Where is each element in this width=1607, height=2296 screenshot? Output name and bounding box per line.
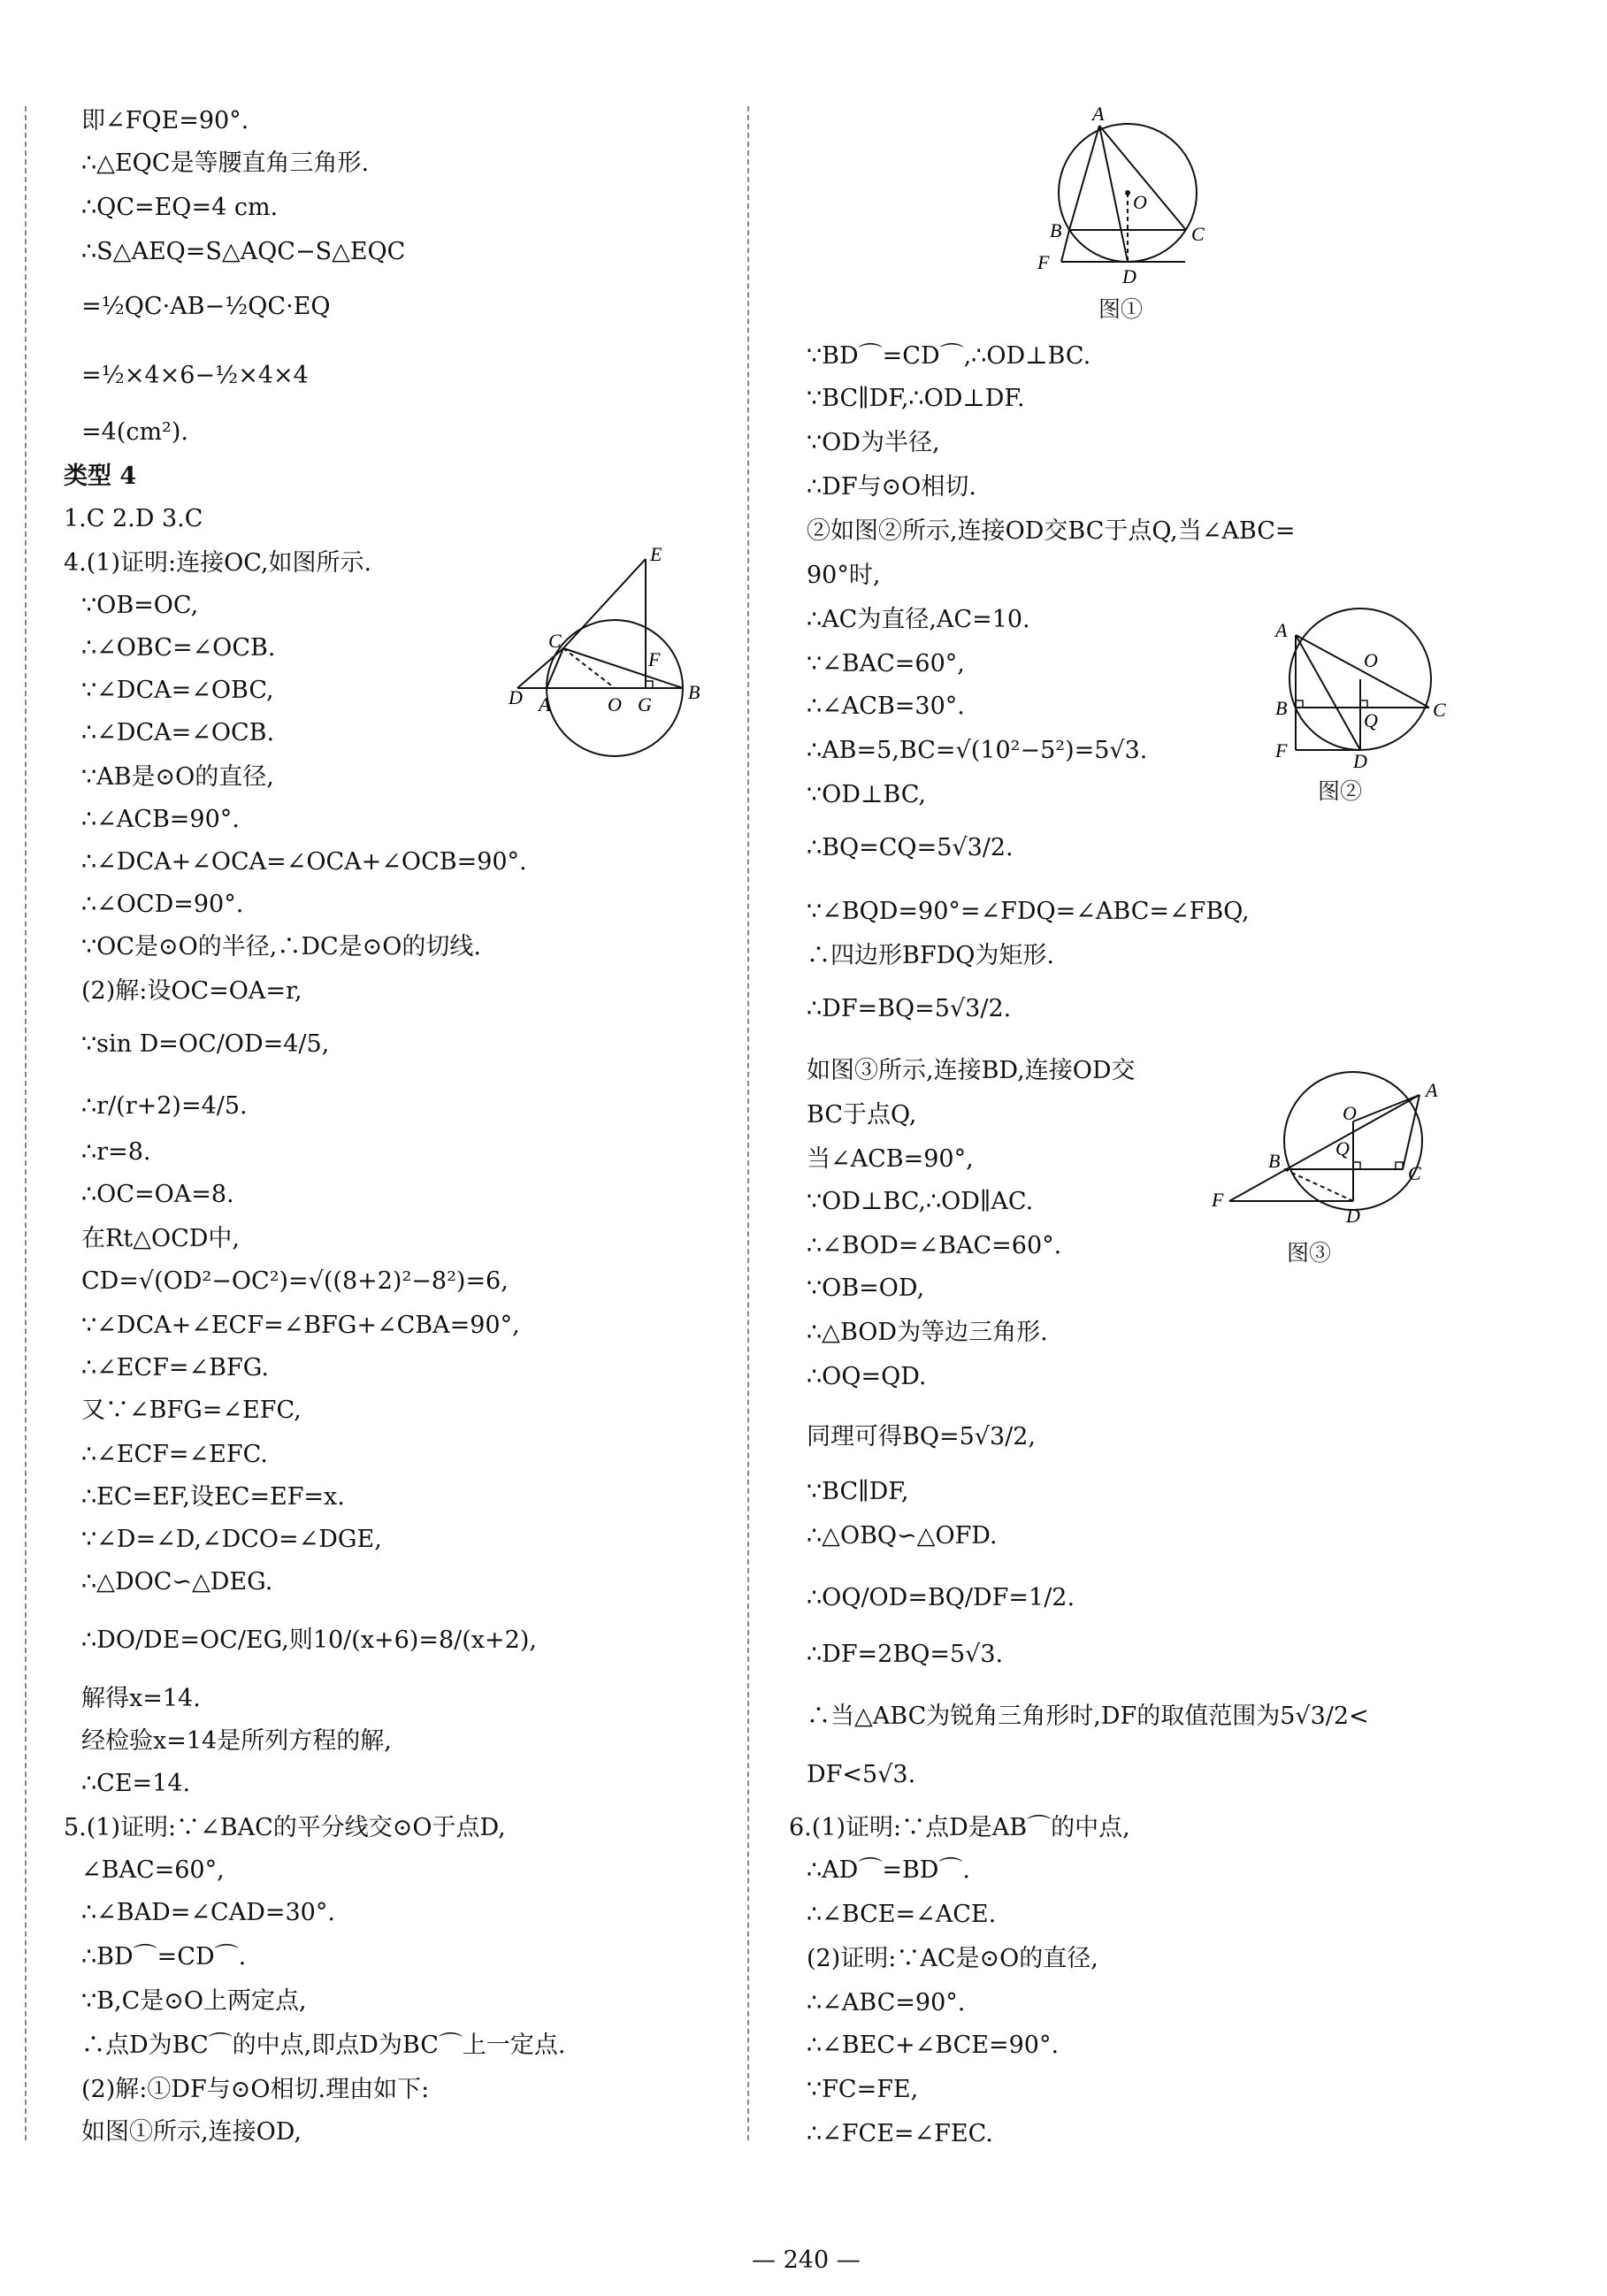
text-line: ∴△BOD为等边三角形. [807,1319,1048,1346]
label-C: C [548,630,562,652]
text-line: 如图③所示,连接BD,连接OD交 [807,1057,1136,1084]
label-B: B [688,681,700,703]
text-line: ∴DO/DE=OC/EG,则10/(x+6)=8/(x+2), [81,1626,537,1654]
caption-fig1: 图① [1098,296,1144,322]
text-line: ∵BD⌒=CD⌒,∴OD⊥BC. [807,342,1091,370]
label-D: D [1346,1205,1360,1227]
label-O: O [1133,191,1147,213]
text-line: ∴∠OBC=∠OCB. [81,634,276,662]
text-line: ∴△EQC是等腰直角三角形. [81,149,370,177]
caption-fig2: 图② [1318,778,1363,804]
figure-2 [1256,593,1446,772]
text-line: ∵OB=OD, [807,1274,925,1302]
text-line: ∴∠ECF=∠EFC. [81,1441,268,1468]
text-line: DF<5√3. [807,1761,916,1788]
text-line: ∵B,C是⊙O上两定点, [81,1987,307,2015]
text-line: ∴OQ=QD. [807,1363,927,1390]
text-line: (2)解:设OC=OA=r, [81,977,302,1005]
text-line: ∴∠ACB=30°. [807,693,965,720]
label-C: C [1191,223,1205,245]
label-D: D [1353,750,1367,772]
text-line: 当∠ACB=90°, [807,1145,974,1173]
text-line: ∵OB=OC, [81,592,199,619]
text-line: 即∠FQE=90°. [81,107,249,134]
text-line: 4.(1)证明:连接OC,如图所示. [64,549,372,577]
text-line: ∴r=8. [81,1138,151,1166]
label-F: F [648,648,661,670]
text-line: ∴AC为直径,AC=10. [807,606,1030,633]
label-G: G [638,693,652,716]
label-F: F [1212,1189,1224,1211]
text-line: ∴△OBQ∽△OFD. [807,1522,998,1550]
label-F: F [1037,251,1050,273]
text-line: ∴OC=OA=8. [81,1181,234,1208]
text-line: ∴CE=14. [81,1770,191,1797]
text-line: =½×4×6−½×4×4 [81,362,309,389]
text-line: ∵OC是⊙O的半径,∴DC是⊙O的切线. [81,933,481,960]
text-line: ∵∠D=∠D,∠DCO=∠DGE, [81,1526,382,1553]
text-line: ∠BAC=60°, [81,1856,225,1884]
text-line: ∴∠BOD=∠BAC=60°. [807,1232,1062,1259]
label-O: O [1343,1102,1357,1124]
text-line: ∴AD⌒=BD⌒. [807,1856,971,1884]
text-line: ∵FC=FE, [807,2076,919,2103]
text-line: ∴EC=EF,设EC=EF=x. [81,1483,345,1511]
text-line: ∴BQ=CQ=5√3/2. [807,834,1014,861]
text-line: ∵∠BAC=60°, [807,650,965,677]
figure-q4 [509,543,712,769]
caption-fig3: 图③ [1287,1240,1332,1266]
label-E: E [650,543,662,565]
text-line: 如图①所示,连接OD, [81,2118,302,2146]
label-O: O [608,693,622,716]
label-B: B [1275,697,1288,719]
label-D: D [509,686,523,708]
label-B: B [1268,1150,1281,1172]
text-line: ∴∠ECF=∠BFG. [81,1354,269,1381]
text-line: (2)解:①DF与⊙O相切.理由如下: [81,2076,430,2103]
text-line: 6.(1)证明:∵点D是AB⌒的中点, [789,1814,1130,1841]
text-line: ∴DF=2BQ=5√3. [807,1641,1004,1668]
text-line: =4(cm²). [81,418,188,446]
text-line: ∵OD⊥BC, [807,781,926,808]
text-line: ∴∠BEC+∠BCE=90°. [807,2032,1060,2059]
text-line: 在Rt△OCD中, [81,1225,240,1252]
text-line: ∴点D为BC⌒的中点,即点D为BC⌒上一定点. [81,2032,566,2059]
text-line: 解得x=14. [81,1685,201,1712]
left-margin-line [25,106,27,2140]
text-line: ∵∠DCA+∠ECF=∠BFG+∠CBA=90°, [81,1312,520,1339]
text-line: 又∵∠BFG=∠EFC, [81,1397,302,1424]
text-line: ∵BC∥DF,∴OD⊥DF. [807,385,1025,412]
figure-3 [1212,1061,1450,1229]
column-divider [747,106,749,2140]
text-line: ∴S△AEQ=S△AQC−S△EQC [81,238,406,265]
text-line: 类型 4 [64,463,137,490]
text-line: ∵OD为半径, [807,429,940,456]
text-line: 同理可得BQ=5√3/2, [807,1423,1037,1450]
label-O: O [1364,649,1378,671]
label-C: C [1433,699,1446,721]
text-line: ∴∠DCA=∠OCB. [81,719,275,746]
label-A: A [539,693,551,716]
text-line: ∴四边形BFDQ为矩形. [807,942,1054,969]
text-line: ∵∠BQD=90°=∠FDQ=∠ABC=∠FBQ, [807,898,1250,925]
label-Q: Q [1335,1137,1350,1159]
text-line: ∵AB是⊙O的直径, [81,763,274,791]
label-C: C [1408,1162,1421,1184]
label-A: A [1275,619,1288,641]
text-line: ∵sin D=OC/OD=4/5, [81,1030,330,1058]
text-line: 1.C 2.D 3.C [64,505,203,532]
text-line: ∴∠OCD=90°. [81,891,244,918]
text-line: (2)证明:∵AC是⊙O的直径, [807,1945,1098,1972]
text-line: =½QC·AB−½QC·EQ [81,293,331,320]
label-F: F [1275,739,1288,762]
text-line: ∴∠ABC=90°. [807,1989,966,2017]
figure-1 [1030,103,1216,292]
text-line: ∵BC∥DF, [807,1478,909,1505]
label-A: A [1426,1079,1438,1101]
text-line: 经检验x=14是所列方程的解, [81,1727,392,1755]
text-line: ∴QC=EQ=4 cm. [81,194,279,221]
text-line: ∴∠ACB=90°. [81,806,240,833]
text-line: ∴∠BAD=∠CAD=30°. [81,1899,335,1926]
text-line: CD=√(OD²−OC²)=√((8+2)²−8²)=6, [81,1267,509,1295]
label-B: B [1050,219,1062,241]
label-D: D [1122,265,1136,287]
text-line: ∴OQ/OD=BQ/DF=1/2. [807,1584,1075,1611]
text-line: ∴AB=5,BC=√(10²−5²)=5√3. [807,737,1148,764]
label-Q: Q [1364,709,1378,731]
text-line: ∴DF与⊙O相切. [807,473,976,501]
text-line: ∴∠FCE=∠FEC. [807,2120,993,2147]
text-line: ②如图②所示,连接OD交BC于点Q,当∠ABC= [807,517,1296,545]
text-line: ∵∠DCA=∠OBC, [81,677,274,704]
text-line: ∴∠DCA+∠OCA=∠OCA+∠OCB=90°. [81,848,527,876]
text-line: ∴DF=BQ=5√3/2. [807,995,1012,1022]
text-line: ∴△DOC∽△DEG. [81,1568,273,1596]
text-line: 90°时, [807,562,881,589]
page-number: — 240 — [752,2246,861,2274]
text-line: ∴r/(r+2)=4/5. [81,1092,248,1120]
text-line: BC于点Q, [807,1101,917,1129]
label-A: A [1092,103,1105,125]
text-line: ∴∠BCE=∠ACE. [807,1901,997,1928]
text-line: ∴当△ABC为锐角三角形时,DF的取值范围为5√3/2< [807,1703,1369,1730]
text-line: ∵OD⊥BC,∴OD∥AC. [807,1188,1034,1215]
text-line: ∴BD⌒=CD⌒. [81,1943,247,1971]
text-line: 5.(1)证明:∵∠BAC的平分线交⊙O于点D, [64,1814,506,1841]
